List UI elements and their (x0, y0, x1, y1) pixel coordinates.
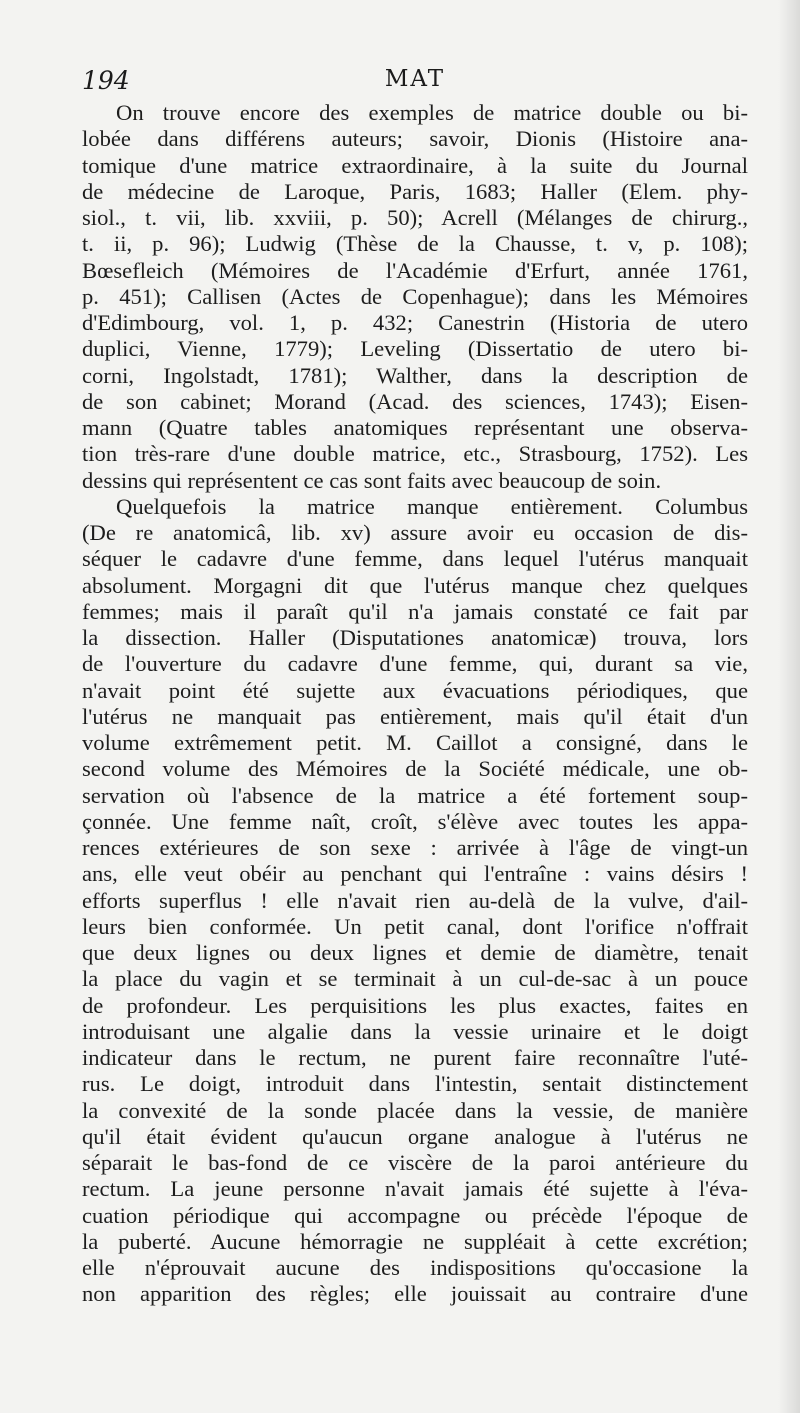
text-line: leurs bien conformée. Un petit canal, dont l'orifice n'offrait (82, 913, 748, 939)
text-line: introduisant une algalie dans la vessie urinaire et le doigt (82, 1018, 748, 1044)
paragraph (82, 494, 748, 1308)
text-line: de son cabinet; Morand (Acad. des sciences, 1743); Eisen- (82, 388, 748, 414)
text-line: çonnée. Une femme naît, croît, s'élève avec toutes les appa- (82, 808, 748, 834)
text-line: servation où l'absence de la matrice a été fortement soup- (82, 782, 748, 808)
text-line: la dissection. Haller (Disputationes anatomicæ) trouva, lors (82, 625, 748, 650)
text-line: On trouve encore des exemples de matrice double ou bi- (116, 100, 748, 125)
text-line: absolument. Morgagni dit que l'utérus manque chez quelques (82, 572, 748, 598)
running-head: MAT (384, 66, 446, 92)
text-line: rectum. La jeune personne n'avait jamais été sujette à l'éva- (82, 1176, 748, 1202)
text-line: efforts superflus ! elle n'avait rien au-delà de la vulve, d'ail- (82, 887, 748, 913)
text-line: séparait le bas-fond de ce viscère de la paroi antérieure du (82, 1150, 748, 1175)
text-line: mann (Quatre tables anatomiques représentant une observa- (82, 415, 748, 440)
text-line: la puberté. Aucune hémorragie ne suppléait à cette excrétion; (82, 1228, 748, 1254)
text-line: tion très-rare d'une double matrice, etc., Strasbourg, 1752). Les (82, 441, 748, 467)
page-edge-shadow (778, 0, 800, 1413)
text-line: ans, elle veut obéir au penchant qui l'entraîne : vains désirs ! (82, 861, 748, 887)
text-line: la place du vagin et se terminait à un cul-de-sac à un pouce (82, 966, 748, 992)
body-text (82, 100, 748, 1308)
text-line: cuation périodique qui accompagne ou précède l'époque de (82, 1202, 748, 1228)
text-line: corni, Ingolstadt, 1781); Walther, dans la description de (82, 362, 748, 388)
text-line: duplici, Vienne, 1779); Leveling (Dissertatio de utero bi- (82, 336, 748, 362)
text-line: qu'il était évident qu'aucun organe analogue à l'utérus ne (82, 1123, 748, 1149)
text-line: (De re anatomicâ, lib. xv) assure avoir eu occasion de dis- (82, 520, 748, 545)
text-line: la convexité de la sonde placée dans la vessie, de manière (82, 1097, 748, 1123)
text-line: que deux lignes ou deux lignes et demie de diamètre, tenait (82, 940, 748, 965)
text-line: second volume des Mémoires de la Société médicale, une ob- (82, 756, 748, 782)
text-line: rences extérieures de son sexe : arrivée à l'âge de vingt-un (82, 835, 748, 860)
text-line: tomique d'une matrice extraordinaire, à la suite du Journal (82, 152, 748, 178)
text-line: d'Edimbourg, vol. 1, p. 432; Canestrin (Historia de utero (82, 310, 748, 335)
text-line: non apparition des règles; elle jouissait au contraire d'une (82, 1281, 748, 1307)
text-line: lobée dans différens auteurs; savoir, Dionis (Histoire ana- (82, 126, 748, 152)
text-line: de médecine de Laroque, Paris, 1683; Haller (Elem. phy- (82, 178, 748, 204)
text-line: indicateur dans le rectum, ne purent faire reconnaître l'uté- (82, 1045, 748, 1070)
text-line: dessins qui représentent ce cas sont faits avec beaucoup de soin. (82, 467, 662, 493)
text-line: Bœsefleich (Mémoires de l'Académie d'Erfurt, année 1761, (82, 257, 748, 283)
text-line: l'utérus ne manquait pas entièrement, mais qu'il était d'un (82, 703, 748, 729)
page-header (82, 66, 748, 100)
text-line: siol., t. vii, lib. xxviii, p. 50); Acrell (Mélanges de chirurg., (82, 205, 748, 230)
text-line: Quelquefois la matrice manque entièrement. Columbus (116, 493, 748, 519)
paragraph (82, 100, 748, 494)
text-line: n'avait point été sujette aux évacuations périodiques, que (82, 677, 748, 703)
text-line: t. ii, p. 96); Ludwig (Thèse de la Chausse, t. v, p. 108); (82, 231, 748, 257)
text-line: elle n'éprouvait aucune des indispositions qu'occasione la (82, 1255, 748, 1280)
text-line: p. 451); Callisen (Actes de Copenhague); dans les Mémoires (82, 283, 748, 309)
page-number: 194 (82, 66, 130, 95)
text-line: femmes; mais il paraît qu'il n'a jamais constaté ce fait par (82, 598, 748, 624)
text-line: volume extrêmement petit. M. Caillot a consigné, dans le (82, 730, 748, 755)
text-line: rus. Le doigt, introduit dans l'intestin, sentait distinctement (82, 1071, 748, 1097)
text-line: de l'ouverture du cadavre d'une femme, qui, durant sa vie, (82, 651, 748, 677)
text-line: séquer le cadavre d'une femme, dans lequel l'utérus manquait (82, 546, 748, 572)
text-line: de profondeur. Les perquisitions les plus exactes, faites en (82, 992, 748, 1018)
